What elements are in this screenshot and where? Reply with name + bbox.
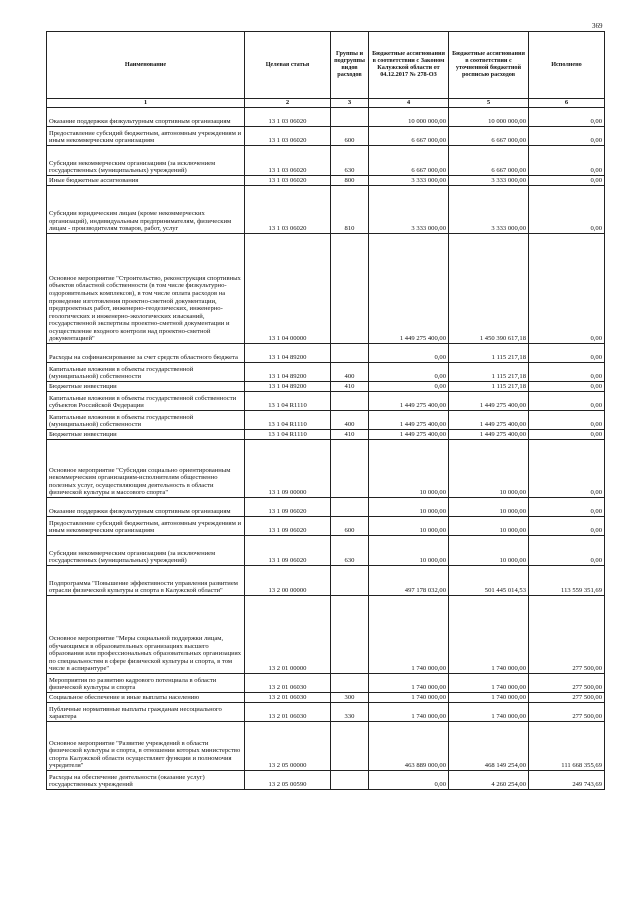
row-group-code: [331, 722, 369, 771]
row-revised-amount: 10 000 000,00: [449, 108, 529, 127]
row-law-amount: 1 449 275 400,00: [369, 234, 449, 344]
row-name: Капитальные вложения в объекты государственной собственности субъектов Российской Федерации: [47, 392, 245, 411]
row-law-amount: 1 740 000,00: [369, 703, 449, 722]
row-law-amount: 1 740 000,00: [369, 674, 449, 693]
table-row: [47, 234, 605, 344]
row-revised-amount: 1 115 217,18: [449, 382, 529, 392]
row-name: Субсидии некоммерческим организациям (за исключением государственных (муниципальных) учреждений): [47, 146, 245, 176]
table-row: [47, 146, 605, 176]
row-group-code: 300: [331, 693, 369, 703]
table-row: [47, 108, 605, 127]
row-group-code: [331, 596, 369, 674]
row-target-code: 13 1 04 89200: [245, 344, 331, 363]
row-target-code: 13 1 04 R1110: [245, 392, 331, 411]
row-revised-amount: 1 449 275 400,00: [449, 411, 529, 430]
row-target-code: 13 2 05 00590: [245, 771, 331, 790]
row-name: Капитальные вложения в объекты государственной (муниципальной) собственности: [47, 363, 245, 382]
row-group-code: 400: [331, 363, 369, 382]
row-target-code: 13 1 04 89200: [245, 382, 331, 392]
header-target-article: Целевая статья: [245, 32, 331, 99]
row-executed-amount: 0,00: [529, 536, 605, 566]
row-group-code: 600: [331, 127, 369, 146]
row-group-code: [331, 674, 369, 693]
row-law-amount: 10 000,00: [369, 440, 449, 498]
row-revised-amount: 1 449 275 400,00: [449, 430, 529, 440]
row-group-code: 600: [331, 517, 369, 536]
row-name: Бюджетные инвестиции: [47, 430, 245, 440]
table-row: [47, 517, 605, 536]
column-number: 6: [529, 99, 605, 108]
row-revised-amount: 468 149 254,00: [449, 722, 529, 771]
row-group-code: [331, 771, 369, 790]
row-name: Расходы на софинансирование за счет средств областного бюджета: [47, 344, 245, 363]
row-target-code: 13 1 03 06020: [245, 176, 331, 186]
table-row: [47, 382, 605, 392]
row-law-amount: 0,00: [369, 363, 449, 382]
budget-table: [46, 31, 605, 790]
row-law-amount: 10 000,00: [369, 517, 449, 536]
row-name: Субсидии некоммерческим организациям (за исключением государственных (муниципальных) учреждений): [47, 536, 245, 566]
table-row: [47, 498, 605, 517]
row-name: Субсидии юридическим лицам (кроме некоммерческих организаций), индивидуальным предпринимателям, физическим лицам - производителям товаров, работ, услуг: [47, 186, 245, 234]
column-number: 5: [449, 99, 529, 108]
table-row: [47, 430, 605, 440]
row-name: Социальное обеспечение и иные выплаты населению: [47, 693, 245, 703]
row-executed-amount: 0,00: [529, 344, 605, 363]
table-row: [47, 127, 605, 146]
column-number-row: [47, 99, 605, 108]
table-row: [47, 392, 605, 411]
row-group-code: 630: [331, 536, 369, 566]
row-law-amount: 1 740 000,00: [369, 596, 449, 674]
row-law-amount: 10 000 000,00: [369, 108, 449, 127]
row-revised-amount: 4 260 254,00: [449, 771, 529, 790]
row-group-code: [331, 440, 369, 498]
row-revised-amount: 3 333 000,00: [449, 176, 529, 186]
row-law-amount: 0,00: [369, 771, 449, 790]
row-name: Основное мероприятие "Меры социальной поддержки лицам, обучающимся в образовательных организациях высшего образования или профессиональных образовательных организациях по специальностям в сфере физической культуры и спорта, в том числе в аспирантуре": [47, 596, 245, 674]
row-revised-amount: 10 000,00: [449, 498, 529, 517]
row-target-code: 13 1 03 06020: [245, 186, 331, 234]
row-executed-amount: 0,00: [529, 440, 605, 498]
row-name: Основное мероприятие "Субсидии социально ориентированным некоммерческим организациям-исполнителям общественно полезных услуг, осуществляющим деятельность в области физической культуры и массового спорта": [47, 440, 245, 498]
header-revised-allocation: Бюджетные ассигнования в соответствии с уточненной бюджетной росписью расходов: [449, 32, 529, 99]
row-executed-amount: 0,00: [529, 108, 605, 127]
row-name: Основное мероприятие "Развитие учреждений в области физической культуры и спорта, в отношении которых министерство спорта Калужской области осуществляет функции и полномочия учредителя": [47, 722, 245, 771]
row-executed-amount: 277 500,00: [529, 674, 605, 693]
row-name: Мероприятия по развитию кадрового потенциала в области физической культуры и спорта: [47, 674, 245, 693]
table-row: [47, 703, 605, 722]
row-law-amount: 3 333 000,00: [369, 186, 449, 234]
row-target-code: 13 1 03 06020: [245, 146, 331, 176]
row-group-code: [331, 392, 369, 411]
row-name: Предоставление субсидий бюджетным, автономным учреждениям и иным некоммерческим организациям: [47, 127, 245, 146]
row-executed-amount: 0,00: [529, 430, 605, 440]
row-law-amount: 1 740 000,00: [369, 693, 449, 703]
row-executed-amount: 0,00: [529, 234, 605, 344]
row-revised-amount: 1 740 000,00: [449, 693, 529, 703]
row-executed-amount: 0,00: [529, 517, 605, 536]
column-number: 2: [245, 99, 331, 108]
row-revised-amount: 10 000,00: [449, 517, 529, 536]
row-group-code: 800: [331, 176, 369, 186]
row-revised-amount: 1 115 217,18: [449, 344, 529, 363]
row-executed-amount: 249 743,69: [529, 771, 605, 790]
row-law-amount: 0,00: [369, 344, 449, 363]
row-group-code: [331, 566, 369, 596]
table-row: [47, 722, 605, 771]
row-law-amount: 10 000,00: [369, 536, 449, 566]
row-executed-amount: 0,00: [529, 186, 605, 234]
row-executed-amount: 277 500,00: [529, 596, 605, 674]
row-target-code: 13 2 01 06030: [245, 693, 331, 703]
table-row: [47, 176, 605, 186]
row-target-code: 13 1 04 R1110: [245, 430, 331, 440]
table-row: [47, 363, 605, 382]
row-revised-amount: 501 445 014,53: [449, 566, 529, 596]
row-group-code: 410: [331, 430, 369, 440]
row-revised-amount: 1 449 275 400,00: [449, 392, 529, 411]
row-target-code: 13 1 09 06020: [245, 498, 331, 517]
row-target-code: 13 2 01 06030: [245, 703, 331, 722]
row-group-code: [331, 498, 369, 517]
row-revised-amount: 1 450 390 617,18: [449, 234, 529, 344]
row-group-code: 400: [331, 411, 369, 430]
row-name: Расходы на обеспечение деятельности (оказание услуг) государственных учреждений: [47, 771, 245, 790]
row-target-code: 13 2 01 00000: [245, 596, 331, 674]
row-executed-amount: 0,00: [529, 411, 605, 430]
row-law-amount: 0,00: [369, 382, 449, 392]
row-law-amount: 6 667 000,00: [369, 127, 449, 146]
row-revised-amount: 1 740 000,00: [449, 674, 529, 693]
row-target-code: 13 2 00 00000: [245, 566, 331, 596]
row-target-code: 13 2 05 00000: [245, 722, 331, 771]
table-row: [47, 344, 605, 363]
row-target-code: 13 1 09 00000: [245, 440, 331, 498]
header-executed: Исполнено: [529, 32, 605, 99]
row-target-code: 13 1 09 06020: [245, 517, 331, 536]
row-revised-amount: 10 000,00: [449, 536, 529, 566]
row-name: Оказание поддержки физкультурным спортивным организациям: [47, 108, 245, 127]
row-target-code: 13 1 09 06020: [245, 536, 331, 566]
column-number: 1: [47, 99, 245, 108]
row-target-code: 13 1 03 06020: [245, 108, 331, 127]
row-executed-amount: 111 668 355,69: [529, 722, 605, 771]
row-law-amount: 1 449 275 400,00: [369, 392, 449, 411]
row-executed-amount: 277 500,00: [529, 703, 605, 722]
table-row: [47, 186, 605, 234]
row-group-code: [331, 344, 369, 363]
table-row: [47, 411, 605, 430]
row-law-amount: 6 667 000,00: [369, 146, 449, 176]
row-revised-amount: 1 740 000,00: [449, 703, 529, 722]
row-revised-amount: 1 115 217,18: [449, 363, 529, 382]
table-row: [47, 566, 605, 596]
row-name: Капитальные вложения в объекты государственной (муниципальной) собственности: [47, 411, 245, 430]
row-name: Бюджетные инвестиции: [47, 382, 245, 392]
row-executed-amount: 0,00: [529, 127, 605, 146]
row-name: Иные бюджетные ассигнования: [47, 176, 245, 186]
row-name: Основное мероприятие "Строительство, реконструкция спортивных объектов областной собственности (в том числе физкультурно-оздоровительных комплексов), в том числе оплата расходов на проведение изготовления проектно-сметной документации, предпроектных работ, инженерно-геодезических, инженерно-геологических и инженерно-экологических изысканий, государственной экспертизы проектно-сметной документации и осуществление входного контроля над проектно-сметной документацией": [47, 234, 245, 344]
row-revised-amount: 1 740 000,00: [449, 596, 529, 674]
header-name: Наименование: [47, 32, 245, 99]
row-law-amount: 463 889 000,00: [369, 722, 449, 771]
column-number: 3: [331, 99, 369, 108]
row-executed-amount: 0,00: [529, 176, 605, 186]
row-revised-amount: 10 000,00: [449, 440, 529, 498]
row-target-code: 13 1 04 R1110: [245, 411, 331, 430]
table-row: [47, 674, 605, 693]
table-row: [47, 771, 605, 790]
row-executed-amount: 0,00: [529, 392, 605, 411]
row-name: Оказание поддержки физкультурным спортивным организациям: [47, 498, 245, 517]
row-law-amount: 497 178 032,00: [369, 566, 449, 596]
row-executed-amount: 113 559 351,69: [529, 566, 605, 596]
header-law-allocation: Бюджетные ассигнования в соответствии с Законом Калужской области от 04.12.2017 № 278-ОЗ: [369, 32, 449, 99]
row-revised-amount: 6 667 000,00: [449, 146, 529, 176]
row-law-amount: 1 449 275 400,00: [369, 430, 449, 440]
row-executed-amount: 0,00: [529, 146, 605, 176]
header-expense-group: Группы и подгруппы видов расходов: [331, 32, 369, 99]
row-executed-amount: 277 500,00: [529, 693, 605, 703]
row-law-amount: 10 000,00: [369, 498, 449, 517]
row-target-code: 13 2 01 06030: [245, 674, 331, 693]
row-target-code: 13 1 04 00000: [245, 234, 331, 344]
row-group-code: [331, 234, 369, 344]
row-law-amount: 1 449 275 400,00: [369, 411, 449, 430]
row-name: Предоставление субсидий бюджетным, автономным учреждениям и иным некоммерческим организациям: [47, 517, 245, 536]
row-executed-amount: 0,00: [529, 363, 605, 382]
table-row: [47, 536, 605, 566]
row-target-code: 13 1 03 06020: [245, 127, 331, 146]
table-row: [47, 693, 605, 703]
row-revised-amount: 6 667 000,00: [449, 127, 529, 146]
row-executed-amount: 0,00: [529, 382, 605, 392]
column-number: 4: [369, 99, 449, 108]
table-row: [47, 596, 605, 674]
row-name: Подпрограмма "Повышение эффективности управления развитием отрасли физической культуры и спорта в Калужской области": [47, 566, 245, 596]
row-law-amount: 3 333 000,00: [369, 176, 449, 186]
row-name: Публичные нормативные выплаты гражданам несоциального характера: [47, 703, 245, 722]
table-row: [47, 440, 605, 498]
row-group-code: 410: [331, 382, 369, 392]
row-revised-amount: 3 333 000,00: [449, 186, 529, 234]
row-executed-amount: 0,00: [529, 498, 605, 517]
row-group-code: 810: [331, 186, 369, 234]
header-row: [47, 32, 605, 99]
row-group-code: 630: [331, 146, 369, 176]
row-group-code: 330: [331, 703, 369, 722]
page-number: 369: [592, 22, 603, 30]
row-group-code: [331, 108, 369, 127]
row-target-code: 13 1 04 89200: [245, 363, 331, 382]
